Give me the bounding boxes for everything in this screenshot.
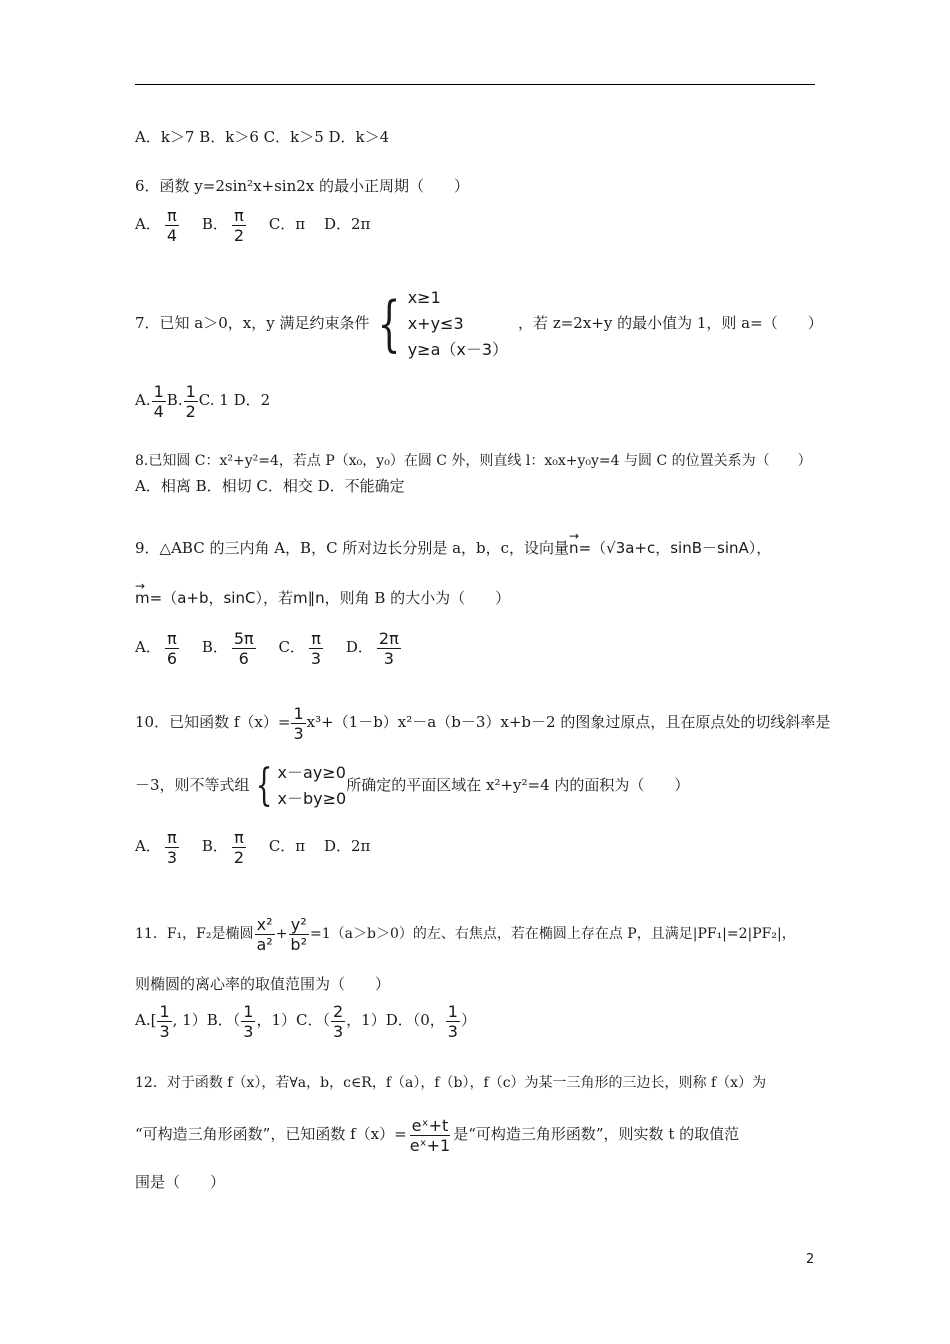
fraction: $\frac{2}{3}$ [332, 1001, 344, 1041]
header-rule [135, 84, 815, 85]
fraction: $\frac{1}{3}$ [243, 1001, 254, 1041]
fraction: $\frac{2\pi}{3}$ [378, 628, 399, 668]
q11-line2: 则椭圆的离心率的取值范围为（ ） [135, 975, 391, 993]
q9-options [135, 625, 419, 669]
fraction: $\frac{\text{y²}}{\text{b²}}$ [290, 914, 307, 954]
q8-options: A．相离 B．相切 C．相交 D．不能确定 [135, 477, 405, 495]
fraction: $\frac{\text{x²}}{\text{a²}}$ [256, 914, 273, 954]
q12-line2: “可构造三角形函数”，已知函数 f（x）= $\frac{\text{eˣ+t}}{\text{eˣ+1}}$ 是“可构造三角形函数”，则实数 t 的取值范 [135, 1115, 740, 1155]
fraction: $\frac{\text{eˣ+t}}{\text{eˣ+1}}$ [409, 1115, 451, 1155]
left-brace-icon: { [255, 760, 272, 811]
vector-n: → n [569, 538, 579, 558]
fraction: $\frac{\pi}{3}$ [166, 827, 178, 867]
q7-stem: 7．已知 a＞0，x，y 满足约束条件 { x≥1 x+y≤3 y≥a（x－3） ，若 z=2x+y 的最小值为 1，则 a=（ ） [135, 283, 823, 363]
page-number: 2 [806, 1252, 815, 1267]
q11-line1: 11．F₁，F₂是椭圆 $\frac{\text{x²}}{\text{a²}}$ + $\frac{\text{y²}}{\text{b²}}$ =1（a＞b＞0）的左、右焦点，若在椭圆上存在点 P，且满足|PF₁|=2|PF₂|， [135, 914, 796, 954]
q9-option-a: A． $\frac{\pi}{6}$ [135, 628, 178, 668]
fraction: $\frac{1}{2}$ [185, 381, 196, 421]
fraction: $\frac{1}{3}$ [293, 703, 304, 743]
fraction: $\frac{1}{3}$ [159, 1001, 170, 1041]
q11-options: A.[ $\frac{1}{3}$ , 1）B．（ $\frac{1}{3}$ ，1）C．（ $\frac{2}{3}$ ，1）D．（0， $\frac{1}{3}$ ） [135, 1001, 476, 1041]
q12-line1: 12．对于函数 f（x），若∀a，b，c∈R，f（a），f（b），f（c）为某一三角形的三边长，则称 f（x）为 [135, 1075, 767, 1091]
q10-option-c: C．π [268, 837, 306, 855]
fraction: $\frac{\pi}{2}$ [233, 827, 245, 867]
fraction: $\frac{1}{4}$ [153, 381, 164, 421]
fraction: $\frac{\pi}{3}$ [310, 628, 322, 668]
q6-option-b: B． $\frac{\pi}{2}$ [201, 205, 245, 245]
vector-m: → m [135, 588, 150, 608]
q12-line3: 围是（ ） [135, 1173, 226, 1191]
fraction: $\frac{5\pi}{6}$ [233, 628, 254, 668]
q7-options: A. $\frac{1}{4}$ B. $\frac{1}{2}$ C. 1 D．2 [135, 381, 271, 421]
fraction: $\frac{\pi}{2}$ [233, 205, 245, 245]
q10-option-a: A． $\frac{\pi}{3}$ [135, 827, 178, 867]
q6-stem: 6．函数 y=2sin²x+sin2x 的最小正周期（ ） [135, 177, 470, 195]
q6-option-d: D．2π [323, 215, 371, 233]
q8-stem: 8.已知圆 C：x²+y²=4，若点 P（x₀，y₀）在圆 C 外，则直线 l：x₀x+y₀y=4 与圆 C 的位置关系为（ ） [135, 453, 812, 469]
inequality-system: { x－ay≥0 x－by≥0 [255, 760, 347, 811]
q6-option-a: A． $\frac{\pi}{4}$ [135, 205, 178, 245]
q6-options [135, 202, 384, 246]
q10-option-d: D．2π [323, 837, 371, 855]
q6-option-c: C．π [268, 215, 306, 233]
q9-option-d: D． $\frac{2\pi}{3}$ [345, 628, 399, 668]
q10-line2: －3，则不等式组 { x－ay≥0 x－by≥0 所确定的平面区域在 x²+y²=4 内的面积为（ ） [135, 760, 690, 811]
q5-options: A．k＞7 B．k＞6 C．k＞5 D．k＞4 [135, 128, 390, 146]
q9-line1: 9．△ABC 的三内角 A，B，C 所对边长分别是 a，b，c，设向量→ n=（√3a+c，sinB－sinA）， [135, 538, 771, 558]
q10-line1: 10．已知函数 f（x）= $\frac{1}{3}$ x³+（1－b）x²－a（b－3）x+b－2 的图象过原点，且在原点处的切线斜率是 [135, 703, 831, 743]
constraint-system: { x≥1 x+y≤3 y≥a（x－3） [377, 288, 509, 359]
q9-option-c: C． $\frac{\pi}{3}$ [278, 628, 322, 668]
q10-options [135, 824, 384, 868]
fraction: $\frac{\pi}{6}$ [166, 628, 178, 668]
fraction: $\frac{1}{3}$ [447, 1001, 458, 1041]
q9-line2: → m=（a+b，sinC），若m∥n，则角 B 的大小为（ ） [135, 588, 510, 608]
left-brace-icon: { [377, 289, 401, 359]
fraction: $\frac{\pi}{4}$ [166, 205, 178, 245]
q10-option-b: B． $\frac{\pi}{2}$ [201, 827, 245, 867]
q9-option-b: B． $\frac{5\pi}{6}$ [201, 628, 254, 668]
